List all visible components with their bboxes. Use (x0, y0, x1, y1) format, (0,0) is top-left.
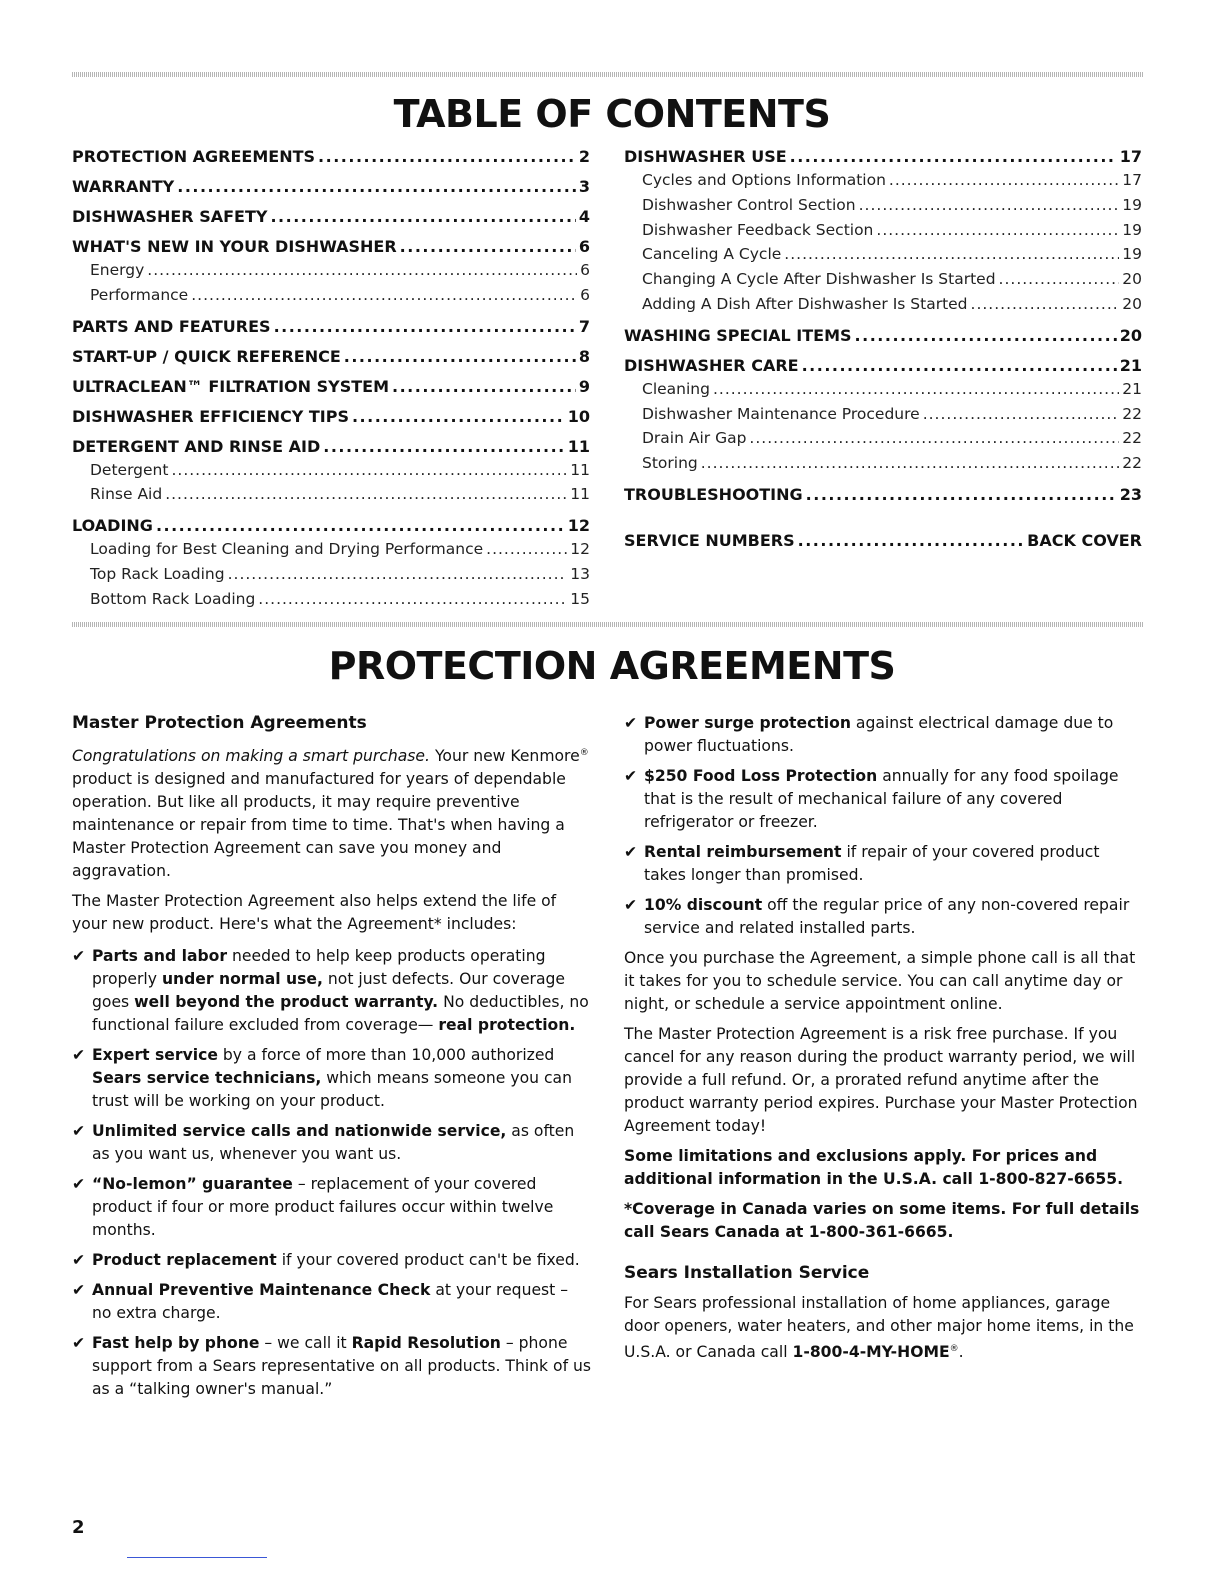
toc-leader-dots (228, 565, 568, 583)
toc-entry-page: 11 (567, 436, 590, 456)
toc-entry[interactable] (72, 437, 590, 461)
middle-divider (72, 622, 1144, 627)
toc-entry-label: Adding A Dish After Dishwasher Is Started (642, 294, 968, 313)
toc-leader-dots (392, 377, 576, 396)
toc-entry-label: Canceling A Cycle (642, 245, 782, 264)
top-divider (72, 72, 1144, 77)
toc-entry[interactable] (624, 270, 1142, 295)
toc-entry-label: ULTRACLEAN™ FILTRATION SYSTEM (72, 376, 389, 396)
toc-entry[interactable] (72, 485, 590, 510)
toc-entry-label: Dishwasher Feedback Section (642, 220, 874, 239)
toc-leader-dots (318, 147, 576, 166)
toc-leader-dots (790, 147, 1117, 166)
toc-entry-page: 3 (578, 177, 590, 196)
toc-entry-label: Drain Air Gap (642, 429, 747, 448)
check-icon: ✔ (624, 767, 638, 785)
toc-leader-dots (258, 590, 567, 608)
toc-leader-dots (971, 295, 1120, 313)
toc-entry-page: 6 (580, 261, 590, 279)
toc-entry[interactable] (624, 326, 1142, 350)
toc-entry-page: 8 (578, 346, 590, 366)
toc-entry[interactable] (624, 405, 1142, 430)
toc-entry-label: DETERGENT AND RINSE AID (72, 436, 321, 456)
toc-entry[interactable] (72, 377, 590, 401)
toc-entry[interactable] (624, 221, 1142, 246)
check-icon: ✔ (624, 896, 638, 914)
installation-text: For Sears professional installation of home appliances, garage door openers, water heaters, and other major home items, in the U.S.A. or Canada call 1-800-4-MY-HOME®. (624, 1294, 1134, 1362)
toc-leader-dots (784, 245, 1119, 263)
toc-entry-page: 22 (1122, 429, 1142, 448)
toc-entry-label: Performance (90, 285, 189, 304)
toc-entry-label: START-UP / QUICK REFERENCE (72, 346, 341, 366)
toc-entry[interactable] (72, 565, 590, 590)
toc-entry-page: 6 (580, 285, 590, 304)
canada-note: *Coverage in Canada varies on some items. For full details call Sears Canada at 1-800-361-6665. (624, 1200, 1140, 1241)
check-icon: ✔ (624, 843, 638, 861)
toc-leader-dots (806, 485, 1117, 504)
toc-entry-label: Loading for Best Cleaning and Drying Performance (90, 540, 484, 559)
toc-entry-label: DISHWASHER USE (624, 147, 787, 166)
master-heading: Master Protection Agreements (72, 713, 367, 733)
bullet-product-replacement: ✔ Product replacement if your covered product can't be fixed. (72, 1249, 592, 1272)
toc-entry[interactable] (624, 245, 1142, 270)
toc-leader-dots (352, 407, 565, 426)
bullet-rental-reimbursement: ✔ Rental reimbursement if repair of your covered product takes longer than promised. (624, 843, 1100, 884)
toc-entry[interactable] (72, 461, 590, 486)
toc-leader-dots (701, 454, 1120, 472)
toc-entry-page: 19 (1122, 245, 1142, 264)
toc-entry[interactable] (72, 261, 590, 286)
master-intro: Congratulations on making a smart purchase. Your new Kenmore® product is designed and manufactured for years of dependable operation. But like all products, it may require preventive maintenance or repair from time to time. That's when having a Master Protection Agreement can save you money and aggravation. (72, 747, 589, 881)
bullet-discount: ✔ 10% discount off the regular price of any non-covered repair service and related installed parts. (624, 896, 1130, 937)
toc-leader-dots (191, 286, 577, 304)
toc-leader-dots (344, 347, 576, 366)
toc-entry-label: Rinse Aid (90, 485, 163, 504)
toc-entry-page: 19 (1122, 195, 1142, 214)
toc-entry-page: 11 (570, 485, 590, 504)
toc-entry[interactable] (72, 147, 590, 171)
toc-entry-page: 22 (1122, 454, 1142, 473)
toc-entry-page: 2 (578, 147, 590, 166)
check-icon: ✔ (72, 1175, 86, 1194)
toc-entry-page: 10 (567, 406, 590, 426)
para-risk-free: The Master Protection Agreement is a risk free purchase. If you cancel for any reason during the product warranty period, we will provide a full refund. Or, a prorated refund anytime after the product warranty period expires. Purchase your Master Protection Agreement today! (624, 1025, 1138, 1135)
toc-entry[interactable] (624, 147, 1142, 171)
toc-entry-page: 22 (1122, 404, 1142, 423)
toc-entry-label: DISHWASHER EFFICIENCY TIPS (72, 406, 349, 426)
toc-entry-label: Cycles and Options Information (642, 171, 886, 189)
toc-entry-page: 12 (567, 516, 590, 536)
toc-entry[interactable] (72, 237, 590, 261)
protection-title: PROTECTION AGREEMENTS (328, 644, 896, 688)
page-number: 2 (72, 1517, 85, 1538)
bullet-no-lemon: ✔ “No-lemon” guarantee – replacement of your covered product if four or more product failures occur within twelve months. (72, 1175, 554, 1240)
toc-entry-label: Energy (90, 261, 145, 279)
toc-entry-label: DISHWASHER SAFETY (72, 207, 268, 226)
bullet-parts-labor: ✔ Parts and labor needed to help keep products operating properly under normal use, not just defects. Our coverage goes well beyond the product warranty. No deductibles, no functional failure excluded from coverage— real protection. (72, 947, 589, 1035)
toc-leader-dots (859, 196, 1120, 214)
protection-right-column (624, 712, 1144, 1371)
toc-entry-label: PARTS AND FEATURES (72, 316, 271, 336)
toc-entry-label: WHAT'S NEW IN YOUR DISHWASHER (72, 237, 397, 256)
toc-entry-label: Dishwasher Maintenance Procedure (642, 404, 920, 423)
toc-entry[interactable] (624, 295, 1142, 320)
check-icon: ✔ (72, 1281, 86, 1300)
toc-entry[interactable] (72, 540, 590, 565)
protection-left-column (72, 712, 592, 1408)
bullet-food-loss: ✔ $250 Food Loss Protection annually for any food spoilage that is the result of mechanical failure of any covered refrigerator or freezer. (624, 767, 1119, 831)
toc-leader-dots (400, 237, 576, 256)
limitations-note: Some limitations and exclusions apply. For prices and additional information in the U.S.A. call 1-800-827-6655. (624, 1147, 1124, 1188)
toc-entry[interactable] (624, 356, 1142, 380)
toc-entry-label: PROTECTION AGREEMENTS (72, 147, 316, 166)
toc-entry-label: Cleaning (642, 379, 710, 398)
bullet-unlimited-service: ✔ Unlimited service calls and nationwide service, as often as you want us, whenever you want us. (72, 1122, 575, 1164)
toc-leader-dots (749, 429, 1119, 447)
toc-leader-dots (486, 540, 567, 558)
toc-entry[interactable] (72, 347, 590, 371)
toc-entry[interactable] (72, 286, 590, 311)
toc-entry-page: 20 (1122, 294, 1142, 313)
toc-left-column (72, 147, 590, 615)
toc-leader-dots (274, 317, 576, 336)
footer-link-underline (127, 1557, 267, 1558)
toc-entry[interactable] (72, 207, 590, 231)
toc-entry-page: 6 (578, 237, 590, 256)
toc-entry-label: SERVICE NUMBERS (624, 530, 795, 550)
toc-entry-page: 11 (570, 460, 590, 479)
toc-leader-dots (855, 326, 1117, 345)
check-icon: ✔ (72, 1046, 86, 1065)
toc-right-column (624, 147, 1142, 555)
toc-entry-page: 21 (1122, 379, 1142, 398)
toc-entry-page: 7 (578, 316, 590, 336)
check-icon: ✔ (72, 947, 86, 966)
toc-entry-page: 9 (578, 376, 590, 396)
toc-leader-dots (802, 356, 1117, 375)
toc-entry[interactable] (72, 177, 590, 201)
toc-entry-page: 21 (1119, 355, 1142, 375)
bullet-expert-service: ✔ Expert service by a force of more than 10,000 authorized Sears service technicians, which means someone you can trust will be working on your product. (72, 1046, 572, 1111)
toc-entry-page: 20 (1119, 325, 1142, 345)
toc-entry[interactable] (72, 407, 590, 431)
toc-leader-dots (177, 177, 576, 196)
toc-entry[interactable] (624, 196, 1142, 221)
check-icon: ✔ (72, 1334, 86, 1353)
toc-entry[interactable] (624, 429, 1142, 454)
bullet-power-surge: ✔ Power surge protection against electrical damage due to power fluctuations. (624, 714, 1114, 755)
toc-entry-label: Detergent (90, 460, 169, 479)
toc-entry-page: 17 (1119, 147, 1142, 166)
toc-entry-page: 13 (570, 564, 590, 583)
toc-entry-label: TROUBLESHOOTING (624, 484, 803, 504)
toc-entry-label: Top Rack Loading (90, 564, 225, 583)
check-icon: ✔ (624, 714, 638, 732)
toc-entry[interactable] (72, 590, 590, 615)
toc-entry-page: 15 (570, 589, 590, 608)
toc-leader-dots (999, 270, 1120, 288)
toc-entry-page: 23 (1119, 484, 1142, 504)
toc-entry-page: 4 (578, 207, 590, 226)
toc-entry[interactable] (72, 516, 590, 540)
toc-leader-dots (323, 437, 564, 456)
toc-entry-label: DISHWASHER CARE (624, 355, 799, 375)
installation-heading: Sears Installation Service (624, 1263, 870, 1283)
toc-entry-page: 20 (1122, 270, 1142, 289)
toc-leader-dots (171, 461, 567, 479)
check-icon: ✔ (72, 1251, 86, 1270)
toc-entry-page: 12 (570, 540, 590, 559)
toc-entry[interactable] (624, 454, 1142, 479)
toc-leader-dots (923, 405, 1120, 423)
toc-leader-dots (876, 221, 1119, 239)
bullet-annual-check: ✔ Annual Preventive Maintenance Check at your request – no extra charge. (72, 1281, 569, 1323)
toc-entry-label: Storing (642, 454, 698, 473)
toc-entry-page: 19 (1122, 220, 1142, 239)
check-icon: ✔ (72, 1122, 86, 1141)
toc-entry[interactable] (624, 485, 1142, 509)
toc-entry[interactable] (624, 380, 1142, 405)
toc-leader-dots (165, 485, 567, 503)
toc-entry-label: Bottom Rack Loading (90, 589, 256, 608)
toc-leader-dots (713, 380, 1119, 398)
toc-leader-dots (798, 531, 1025, 550)
toc-entry-label: LOADING (72, 516, 153, 536)
toc-leader-dots (270, 207, 575, 226)
toc-leader-dots (147, 261, 577, 279)
toc-entry-page: 17 (1122, 171, 1142, 189)
bullet-fast-help: ✔ Fast help by phone – we call it Rapid Resolution – phone support from a Sears representative on all products. Think of us as a “talking owner's manual.” (72, 1334, 592, 1399)
toc-leader-dots (889, 171, 1119, 189)
toc-leader-dots (156, 516, 565, 535)
master-para2: The Master Protection Agreement also helps extend the life of your new product. Here's what the Agreement* includes: (72, 892, 557, 934)
toc-entry-page: BACK COVER (1027, 530, 1142, 550)
toc-entry-label: WASHING SPECIAL ITEMS (624, 325, 852, 345)
toc-entry-label: Changing A Cycle After Dishwasher Is Started (642, 270, 996, 289)
toc-entry[interactable] (624, 171, 1142, 196)
toc-entry[interactable] (624, 531, 1142, 555)
para-once-purchase: Once you purchase the Agreement, a simple phone call is all that it takes for you to schedule service. You can call anytime day or night, or schedule a service appointment online. (624, 949, 1136, 1013)
toc-entry-label: WARRANTY (72, 177, 175, 196)
toc-entry[interactable] (72, 317, 590, 341)
toc-title: TABLE OF CONTENTS (393, 92, 831, 136)
toc-entry-label: Dishwasher Control Section (642, 195, 856, 214)
